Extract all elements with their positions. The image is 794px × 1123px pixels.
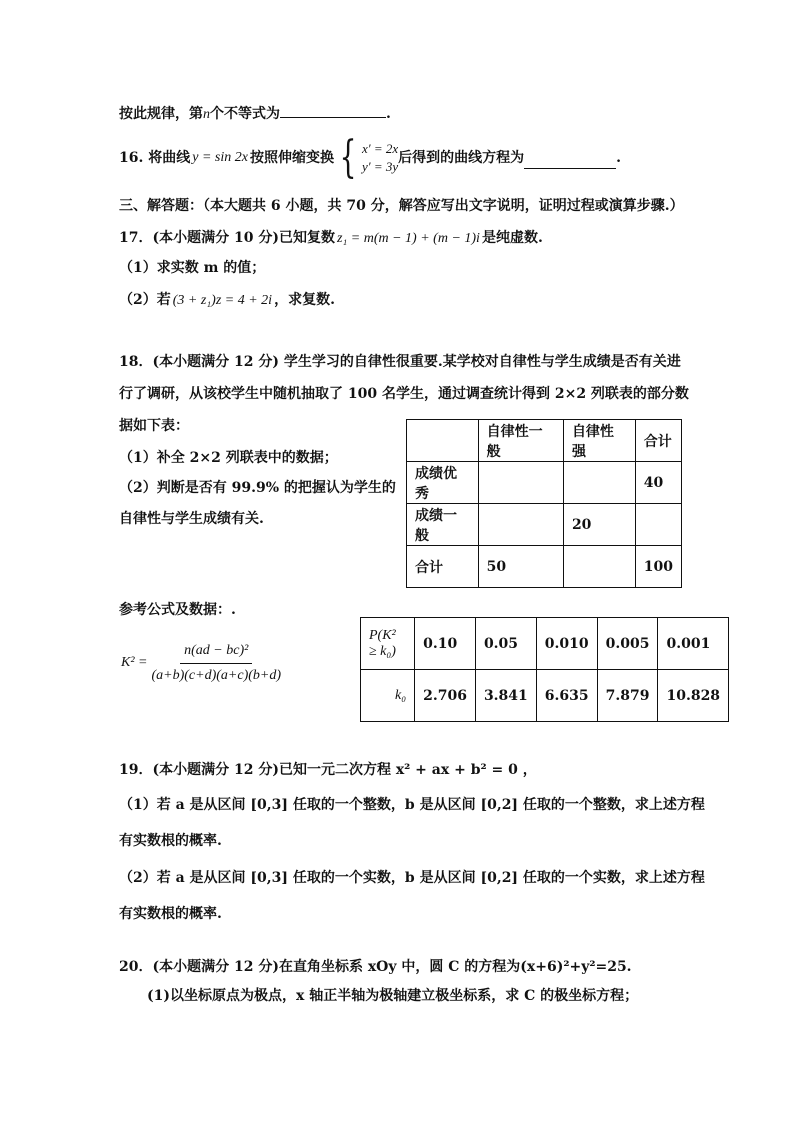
contingency-table [406,419,682,588]
table-cell [635,504,681,546]
question-17 [119,228,543,249]
answer-blank [524,154,616,169]
table-cell: 7.879 [597,670,658,722]
header-cell: 合计 [635,420,681,462]
q17-part-2 [119,290,335,311]
q18-part-1: （1）补全 2×2 列联表中的数据； [119,450,338,466]
q18-part-2a: （2）判断是否有 99.9% 的把握认为学生的 [119,480,396,496]
table-cell: 20 [563,504,635,546]
left-brace: { [339,132,357,183]
table-row [407,546,682,588]
q19-part-2a: （2）若 a 是从区间 [0,3] 任取的一个实数，b 是从区间 [0,2] 任取的一个实数，求上述方程 [119,870,705,886]
q17-expr: z₁ = m(m − 1) + (m − 1)i [336,231,480,246]
critical-value-table [360,617,729,722]
q16-prefix: 16. 将曲线 [119,150,191,166]
section-3-heading: 三、解答题：（本大题共 6 小题，共 70 分，解答应写出文字说明，证明过程或演算步骤.） [119,198,684,214]
q20-part-1: (1)以坐标原点为极点，x 轴正半轴为极轴建立极坐标系，求 C 的极坐标方程； [147,988,639,1004]
inequality-rule-line [119,103,391,125]
row-label: 成绩优秀 [407,462,479,504]
chi-square-formula [121,634,281,692]
table-cell: 10.828 [658,670,729,722]
text: 个不等式为 [210,106,280,122]
var-n: n [203,107,210,122]
q17-2-suffix: ，求复数. [274,292,335,308]
table-cell: 100 [635,546,681,588]
q18-line-b: 行了调研，从该校学生中随机抽取了 100 名学生，通过调查统计得到 2×2 列联表的部分数 [119,386,689,402]
table-cell: 50 [478,546,563,588]
formula-fraction [151,641,281,686]
period: . [386,106,391,122]
table-header-row [407,420,682,462]
q19-part-2b: 有实数根的概率. [119,906,222,922]
table-cell: 0.010 [536,618,597,670]
formula-lhs: K² = [121,655,148,670]
table-cell [478,462,563,504]
q16-curve: y = sin 2x [192,150,248,165]
table-cell: 0.05 [475,618,536,670]
q19-part-1a: （1）若 a 是从区间 [0,3] 任取的一个整数，b 是从区间 [0,2] 任取的一个整数，求上述方程 [119,797,705,813]
table-row [361,618,729,670]
question-16 [119,132,621,183]
table-cell: 0.10 [415,618,476,670]
table-cell: 40 [635,462,681,504]
table-cell [563,462,635,504]
table-row [361,670,729,722]
q16-mid: 按照伸缩变换 [249,150,334,166]
table-cell [478,504,563,546]
table-row [407,504,682,546]
q17-part-1: （1）求实数 m 的值； [119,260,266,276]
q18-part-2b: 自律性与学生成绩有关. [119,511,264,527]
text: 按此规律，第 [119,106,203,122]
q17-2-prefix: （2）若 [119,292,171,308]
q20-line-a: 20．(本小题满分 12 分)在直角坐标系 xOy 中，圆 C 的方程为(x+6)²+y²=25. [119,959,632,975]
q18-line-a: 18．(本小题满分 12 分) 学生学习的自律性很重要.某学校对自律性与学生成绩是否有关进 [119,354,681,370]
period: . [616,150,621,166]
table-row [407,462,682,504]
q17-suffix: 是纯虚数. [481,230,543,246]
table-cell: 2.706 [415,670,476,722]
formula-denominator: (a+b)(c+d)(a+c)(b+d) [151,667,281,683]
table-cell: 0.001 [658,618,729,670]
row-label: 成绩一般 [407,504,479,546]
row-label: P(K² ≥ k₀) [361,618,415,670]
header-cell [407,420,479,462]
sys-eq-2: y′ = 3y [361,159,399,174]
q19-line-a: 19．(本小题满分 12 分)已知一元二次方程 x² + ax + b² = 0 ， [119,762,537,778]
q16-suffix: 后得到的曲线方程为 [398,150,525,166]
q18-line-c: 据如下表： [119,418,189,434]
table-cell: 3.841 [475,670,536,722]
row-label: k₀ [361,670,415,722]
sys-eq-1: x′ = 2x [361,141,399,156]
reference-label: 参考公式及数据：. [119,602,236,618]
header-cell: 自律性一般 [478,420,563,462]
table-cell: 6.635 [536,670,597,722]
answer-blank [280,103,386,118]
table-cell: 0.005 [597,618,658,670]
q19-part-1b: 有实数根的概率. [119,833,222,849]
header-cell: 自律性强 [563,420,635,462]
transform-system [334,132,399,183]
q17-prefix: 17．(本小题满分 10 分)已知复数 [119,230,335,246]
table-cell [563,546,635,588]
q17-2-expr: (3 + z₁)z = 4 + 2i [172,293,273,308]
formula-numerator: n(ad − bc)² [180,641,252,664]
row-label: 合计 [407,546,479,588]
